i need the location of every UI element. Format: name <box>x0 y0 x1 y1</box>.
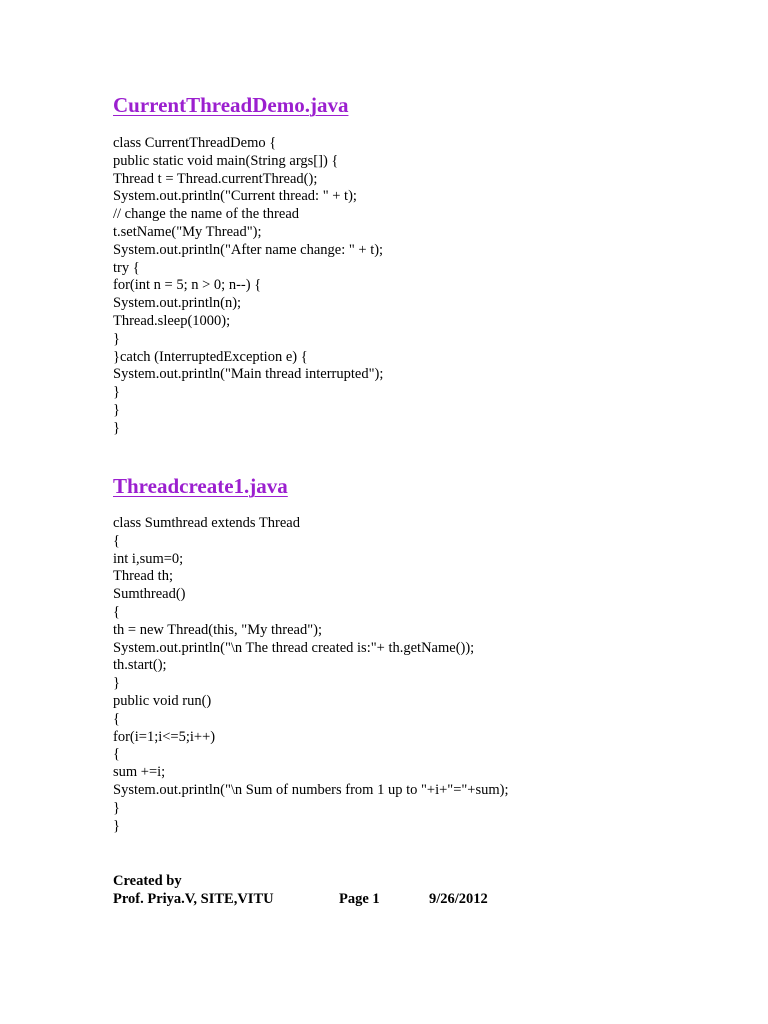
footer-row <box>113 890 513 908</box>
code-line: class Sumthread extends Thread <box>113 515 300 531</box>
code-line: System.out.println("\n Sum of numbers from 1 up to "+i+"="+sum); <box>113 781 509 798</box>
code-line: { <box>113 710 120 727</box>
footer-page-number: Page 1 <box>339 891 380 907</box>
code-line: for(int n = 5; n > 0; n--) { <box>113 277 262 294</box>
code-line: System.out.println("Current thread: " + t); <box>113 188 357 205</box>
code-line: int i,sum=0; <box>113 550 184 567</box>
code-line: th = new Thread(this, "My thread"); <box>113 621 323 638</box>
code-line: System.out.println("Main thread interrupted"); <box>113 366 384 383</box>
code-line: for(i=1;i<=5;i++) <box>113 728 216 745</box>
code-line: } <box>113 401 120 418</box>
code-line: } <box>113 384 120 401</box>
code-line: class CurrentThreadDemo { <box>113 135 277 151</box>
code-line: Thread t = Thread.currentThread(); <box>113 170 318 187</box>
page-footer <box>113 872 513 908</box>
code-line: Thread th; <box>113 568 173 585</box>
code-line: try { <box>113 259 140 276</box>
code-line: sum +=i; <box>113 764 166 781</box>
code-line: System.out.println("\n The thread created is:"+ th.getName()); <box>113 639 475 656</box>
code-line: }catch (InterruptedException e) { <box>113 348 308 365</box>
code-line: } <box>113 419 120 436</box>
code-line: { <box>113 603 120 620</box>
code-line: } <box>113 675 120 692</box>
code-line: public void run() <box>113 692 212 709</box>
footer-author: Prof. Priya.V, SITE,VITU <box>113 891 274 907</box>
code-line: public static void main(String args[]) { <box>113 152 339 169</box>
code-line: System.out.println("After name change: " + t); <box>113 241 384 258</box>
code-line: // change the name of the thread <box>113 206 300 223</box>
footer-date: 9/26/2012 <box>429 891 488 907</box>
footer-created-by: Created by <box>113 873 182 889</box>
section-title-current-thread-demo: CurrentThreadDemo.java <box>113 93 349 117</box>
code-line: t.setName("My Thread"); <box>113 223 262 240</box>
code-line: } <box>113 330 120 347</box>
code-line: } <box>113 799 120 816</box>
code-block-threadcreate1 <box>113 515 509 835</box>
code-line: { <box>113 532 120 549</box>
code-line: { <box>113 746 120 763</box>
code-line: Sumthread() <box>113 586 186 603</box>
code-line: } <box>113 817 120 834</box>
code-block-current-thread-demo <box>113 135 383 438</box>
code-line: System.out.println(n); <box>113 295 242 312</box>
section-title-threadcreate1: Threadcreate1.java <box>113 474 288 498</box>
code-line: th.start(); <box>113 657 167 674</box>
code-line: Thread.sleep(1000); <box>113 312 231 329</box>
